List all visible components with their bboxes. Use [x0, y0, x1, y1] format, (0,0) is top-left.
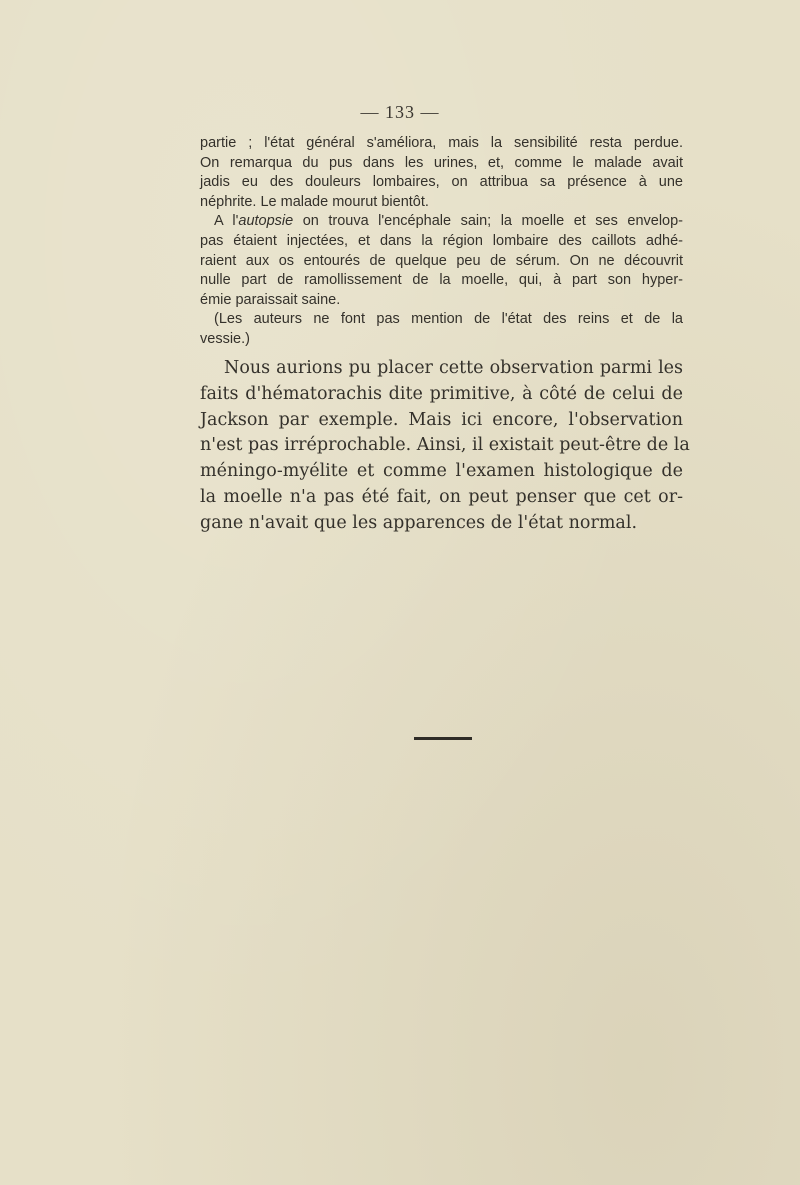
text-line: pas étaient injectées, et dans la région lombaire des caillots adhé-: [200, 232, 683, 249]
page-number: — 133 —: [360, 102, 440, 122]
text-line: émie paraissait saine.: [200, 291, 341, 308]
autopsy-rest: on trouva l'encéphale sain; la moelle et ses envelop-: [293, 213, 683, 230]
commentary-text: [200, 356, 690, 537]
text-line: raient aux os entourés de quelque peu de sérum. On ne découvrit: [200, 252, 683, 269]
note-line: (Les auteurs ne font pas mention de l'état des reins et de la: [214, 311, 683, 328]
autopsy-line: [200, 212, 683, 232]
text-line: On remarqua du pus dans les urines, et, comme le malade avait: [200, 154, 683, 171]
note-line: vessie.): [200, 330, 250, 347]
autopsy-prefix: A l': [214, 213, 239, 230]
text-line: néphrite. Le malade mourut bientôt.: [200, 193, 429, 210]
text-line: la moelle n'a pas été fait, on peut penser que cet or-: [200, 486, 683, 507]
case-report-text: [200, 134, 683, 350]
autopsy-word: autopsie: [238, 213, 294, 230]
section-end-rule: [414, 737, 472, 740]
text-line: n'est pas irréprochable. Ainsi, il existait peut-être de la: [200, 435, 690, 456]
text-line: Nous aurions pu placer cette observation parmi les: [224, 358, 683, 378]
text-line: méningo-myélite et comme l'examen histologique de: [200, 461, 683, 482]
text-line: Jackson par exemple. Mais ici encore, l'observation: [200, 409, 683, 430]
text-line: gane n'avait que les apparences de l'état normal.: [200, 512, 638, 533]
text-line: jadis eu des douleurs lombaires, on attribua sa présence à une: [200, 174, 683, 191]
text-line: nulle part de ramollissement de la moelle, qui, à part son hyper-: [200, 272, 683, 289]
text-line: partie ; l'état général s'améliora, mais la sensibilité resta perdue.: [200, 135, 683, 151]
text-line: faits d'hématorachis dite primitive, à côté de celui de: [200, 383, 683, 404]
